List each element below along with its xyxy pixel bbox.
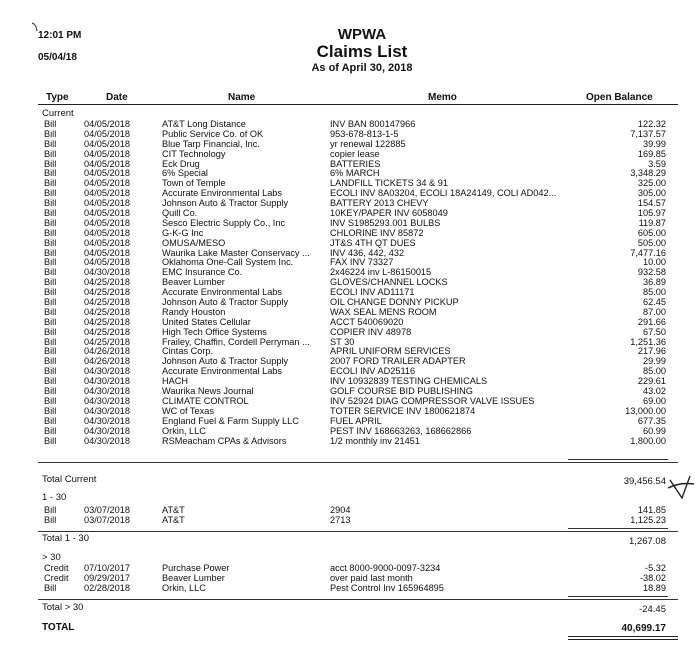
total-over-30-label: Total > 30 (42, 602, 84, 613)
table-row (0, 367, 700, 377)
cell-open-balance: 1,800.00 (630, 436, 666, 446)
cell-date: 07/10/2017 (84, 564, 130, 573)
cell-memo: APRIL UNIFORM SERVICES (330, 347, 451, 357)
cell-date: 04/25/2018 (84, 298, 130, 308)
cell-type: Bill (44, 298, 57, 308)
cell-type: Bill (44, 199, 57, 209)
section-rule (38, 531, 678, 532)
table-row (0, 417, 700, 427)
cell-memo: LANDFILL TICKETS 34 & 91 (330, 179, 448, 189)
cell-open-balance: 67.50 (643, 327, 666, 337)
cell-memo: ECOLI INV 8A03204, ECOLI 18A24149, COLI AD042... (330, 189, 557, 199)
cell-date: 03/07/2018 (84, 515, 130, 525)
current-subtotal-rule (568, 459, 668, 460)
table-row (0, 357, 700, 367)
cell-open-balance: 217.96 (637, 347, 666, 357)
cell-name: Johnson Auto & Tractor Supply (162, 199, 289, 209)
table-row (0, 437, 700, 447)
current-rows (0, 120, 700, 446)
cell-type: Bill (44, 288, 57, 298)
cell-name: Beaver Lumber (162, 573, 225, 583)
cell-name: United States Cellular (162, 317, 251, 327)
cell-date: 04/25/2018 (84, 337, 130, 347)
1-30-rows (0, 506, 700, 526)
table-row (0, 140, 700, 150)
cell-open-balance: 932.58 (637, 268, 666, 278)
cell-name: Johnson Auto & Tractor Supply (162, 298, 289, 308)
cell-name: Accurate Environmental Labs (162, 189, 283, 199)
cell-memo: 2007 FORD TRAILER ADAPTER (330, 357, 466, 367)
cell-name: Accurate Environmental Labs (162, 367, 283, 377)
cell-name: Beaver Lumber (162, 278, 225, 288)
cell-memo: 6% MARCH (330, 169, 380, 179)
cell-date: 04/05/2018 (84, 209, 130, 219)
cell-type: Bill (44, 396, 57, 406)
cell-name: HACH (162, 377, 189, 387)
grand-total-value: 40,699.17 (621, 623, 666, 634)
table-row (0, 120, 700, 130)
cell-type: Bill (44, 209, 57, 219)
report-as-of: As of April 30, 2018 (311, 62, 413, 74)
cell-date: 04/05/2018 (84, 228, 130, 238)
cell-date: 04/30/2018 (84, 268, 130, 278)
cell-date: 04/05/2018 (84, 199, 130, 209)
cell-date: 04/05/2018 (84, 179, 130, 189)
cell-memo: OIL CHANGE DONNY PICKUP (330, 298, 459, 308)
cell-type: Bill (44, 357, 57, 367)
cell-name: WC of Texas (162, 406, 214, 416)
table-row (0, 249, 700, 259)
cell-type: Bill (44, 149, 57, 159)
table-row (0, 397, 700, 407)
cell-open-balance: -38.02 (639, 573, 666, 583)
table-row (0, 130, 700, 140)
report-title: Claims List (316, 42, 408, 61)
table-row (0, 427, 700, 437)
cell-date: 04/05/2018 (84, 169, 130, 179)
cell-date: 04/25/2018 (84, 288, 130, 298)
cell-type: Bill (44, 278, 57, 288)
cell-memo: ACCT 540069020 (330, 317, 404, 327)
cell-name: Oklahoma One-Call System Inc. (162, 258, 294, 268)
cell-memo: INV 436, 442, 432 (330, 248, 405, 258)
cell-type: Bill (44, 258, 57, 268)
cell-date: 04/25/2018 (84, 327, 130, 337)
cell-date: 04/25/2018 (84, 307, 130, 317)
cell-type: Bill (44, 327, 57, 337)
cell-memo: COPIER INV 48978 (330, 327, 412, 337)
cell-type: Bill (44, 583, 57, 593)
cell-open-balance: 105.97 (637, 209, 666, 219)
cell-date: 09/29/2017 (84, 573, 130, 583)
cell-open-balance: 305.00 (637, 189, 666, 199)
table-row (0, 150, 700, 160)
cell-open-balance: 154.57 (637, 199, 666, 209)
cell-date: 04/26/2018 (84, 347, 130, 357)
cell-name: England Fuel & Farm Supply LLC (162, 416, 299, 426)
cell-type: Bill (44, 416, 57, 426)
cell-memo: GOLF COURSE BID PUBLISHING (330, 387, 473, 397)
print-date: 05/04/18 (38, 52, 77, 63)
table-row (0, 564, 700, 574)
cell-date: 04/30/2018 (84, 426, 130, 436)
cell-type: Bill (44, 218, 57, 228)
cell-name: 6% Special (162, 169, 208, 179)
column-header-open-balance: Open Balance (586, 92, 653, 103)
cell-memo: WAX SEAL MENS ROOM (330, 307, 437, 317)
cell-open-balance: 7,477.16 (630, 248, 666, 258)
cell-date: 04/05/2018 (84, 189, 130, 199)
column-header-name: Name (228, 92, 256, 103)
cell-name: AT&T (162, 515, 185, 525)
cell-type: Bill (44, 436, 57, 446)
cell-memo: 10KEY/PAPER INV 6058049 (330, 209, 448, 219)
grand-total-double-rule-top (568, 636, 678, 637)
table-row (0, 219, 700, 229)
cell-memo: copier lease (330, 149, 380, 159)
cell-memo: PEST INV 168663263, 168662866 (330, 426, 472, 436)
cell-date: 02/28/2018 (84, 583, 130, 593)
cell-date: 04/30/2018 (84, 416, 130, 426)
cell-name: Orkin, LLC (162, 426, 206, 436)
cell-open-balance: 291.66 (637, 317, 666, 327)
cell-name: Accurate Environmental Labs (162, 288, 283, 298)
cell-name: Waurika News Journal (162, 387, 254, 397)
cell-memo: 953-678-813-1-5 (330, 129, 399, 139)
cell-type: Bill (44, 426, 57, 436)
cell-type: Bill (44, 228, 57, 238)
cell-type: Credit (44, 573, 69, 583)
table-row (0, 209, 700, 219)
cell-type: Bill (44, 189, 57, 199)
over-30-subtotal-rule (568, 596, 668, 597)
cell-open-balance: 85.00 (643, 367, 666, 377)
section-rule (38, 599, 678, 600)
cell-memo: 2713 (330, 515, 351, 525)
cell-name: AT&T (162, 506, 185, 515)
total-current-value: 39,456.54 (623, 476, 666, 487)
column-header-date: Date (106, 92, 128, 103)
table-row (0, 268, 700, 278)
cell-open-balance: 62.45 (643, 298, 666, 308)
header-rule (38, 104, 678, 105)
organization-name: WPWA (337, 26, 387, 43)
cell-name: Waurika Lake Master Conservacy ... (162, 248, 310, 258)
cell-name: Frailey, Chaffin, Cordell Perryman ... (162, 337, 310, 347)
cell-date: 04/30/2018 (84, 367, 130, 377)
table-row (0, 377, 700, 387)
cell-open-balance: 43.02 (643, 387, 666, 397)
table-row (0, 288, 700, 298)
cell-name: Purchase Power (162, 564, 230, 573)
cell-type: Bill (44, 406, 57, 416)
cell-date: 04/05/2018 (84, 149, 130, 159)
column-header-type: Type (46, 92, 69, 103)
cell-memo: BATTERY 2013 CHEVY (330, 199, 429, 209)
total-1-30-label: Total 1 - 30 (42, 533, 89, 544)
cell-open-balance: 39.99 (643, 139, 666, 149)
cell-date: 03/07/2018 (84, 506, 130, 515)
table-row (0, 239, 700, 249)
table-row (0, 516, 700, 526)
cell-type: Bill (44, 248, 57, 258)
cell-date: 04/25/2018 (84, 317, 130, 327)
cell-type: Bill (44, 307, 57, 317)
cell-name: CLIMATE CONTROL (162, 396, 249, 406)
table-row (0, 229, 700, 239)
cell-memo: ST 30 (330, 337, 355, 347)
cell-name: Johnson Auto & Tractor Supply (162, 357, 289, 367)
cell-memo: INV 10932839 TESTING CHEMICALS (330, 377, 488, 387)
cell-name: Sesco Electric Supply Co., Inc (162, 218, 286, 228)
cell-type: Bill (44, 120, 57, 129)
cell-type: Bill (44, 337, 57, 347)
section-label-1-30: 1 - 30 (42, 492, 67, 503)
cell-open-balance: 169.85 (637, 149, 666, 159)
cell-name: RSMeacham CPAs & Advisors (162, 436, 287, 446)
table-row (0, 407, 700, 417)
cell-type: Bill (44, 238, 57, 248)
cell-type: Bill (44, 159, 57, 169)
table-row (0, 179, 700, 189)
cell-open-balance: 505.00 (637, 238, 666, 248)
cell-name: OMUSA/MESO (162, 238, 226, 248)
cell-open-balance: 605.00 (637, 228, 666, 238)
cell-open-balance: 677.35 (637, 416, 666, 426)
cell-type: Bill (44, 268, 57, 278)
table-row (0, 258, 700, 268)
cell-date: 04/05/2018 (84, 129, 130, 139)
cell-memo: GLOVES/CHANNEL LOCKS (330, 278, 448, 288)
cell-type: Bill (44, 506, 57, 515)
cell-memo: ECOLI INV AD11171 (330, 288, 415, 298)
cell-type: Bill (44, 169, 57, 179)
cell-open-balance: 60.99 (643, 426, 666, 436)
cell-open-balance: 3,348.29 (630, 169, 666, 179)
cell-date: 04/05/2018 (84, 218, 130, 228)
grand-total-label: TOTAL (42, 622, 75, 633)
cell-name: AT&T Long Distance (162, 120, 246, 129)
total-1-30-value: 1,267.08 (629, 536, 666, 547)
section-label-current: Current (42, 108, 74, 119)
cell-type: Bill (44, 387, 57, 397)
column-header-memo: Memo (428, 92, 457, 103)
table-row (0, 338, 700, 348)
over-30-rows (0, 564, 700, 594)
cell-date: 04/30/2018 (84, 387, 130, 397)
cell-memo: yr renewal 122885 (330, 139, 406, 149)
handwritten-check-icon (666, 470, 696, 500)
cell-date: 04/05/2018 (84, 120, 130, 129)
table-row (0, 160, 700, 170)
cell-date: 04/30/2018 (84, 396, 130, 406)
cell-open-balance: 36.89 (643, 278, 666, 288)
cell-date: 04/05/2018 (84, 258, 130, 268)
cell-memo: BATTERIES (330, 159, 381, 169)
table-row (0, 347, 700, 357)
cell-name: Eck Drug (162, 159, 200, 169)
cell-type: Bill (44, 139, 57, 149)
print-time: 12:01 PM (38, 30, 82, 41)
cell-memo: INV 52924 DIAG COMPRESSOR VALVE ISSUES (330, 396, 535, 406)
section-label-over-30: > 30 (42, 552, 61, 563)
cell-open-balance: 85.00 (643, 288, 666, 298)
cell-name: G-K-G Inc (162, 228, 204, 238)
table-row (0, 199, 700, 209)
cell-date: 04/26/2018 (84, 357, 130, 367)
cell-date: 04/05/2018 (84, 238, 130, 248)
cell-open-balance: 29.99 (643, 357, 666, 367)
table-row (0, 308, 700, 318)
cell-open-balance: 7,137.57 (630, 129, 666, 139)
cell-memo: 2904 (330, 506, 351, 515)
grand-total-double-rule-bottom (568, 639, 678, 640)
cell-open-balance: 87.00 (643, 307, 666, 317)
cell-open-balance: 3.59 (648, 159, 666, 169)
cell-memo: ECOLI INV AD25116 (330, 367, 416, 377)
total-current-label: Total Current (42, 474, 97, 485)
cell-type: Bill (44, 179, 57, 189)
cell-type: Credit (44, 564, 69, 573)
cell-memo: TOTER SERVICE INV 1800621874 (330, 406, 476, 416)
cell-date: 04/30/2018 (84, 406, 130, 416)
cell-open-balance: 141.85 (637, 506, 666, 515)
table-row (0, 574, 700, 584)
cell-date: 04/25/2018 (84, 278, 130, 288)
table-row (0, 584, 700, 594)
cell-name: Orkin, LLC (162, 583, 206, 593)
cell-type: Bill (44, 377, 57, 387)
table-row (0, 328, 700, 338)
cell-memo: Pest Control Inv 165964895 (330, 583, 444, 593)
cell-name: Randy Houston (162, 307, 226, 317)
cell-name: CIT Technology (162, 149, 226, 159)
table-row (0, 318, 700, 328)
table-row (0, 387, 700, 397)
cell-memo: CHLORINE INV 85872 (330, 228, 424, 238)
table-row (0, 278, 700, 288)
cell-date: 04/30/2018 (84, 436, 130, 446)
cell-memo: JT&S 4TH QT DUES (330, 238, 416, 248)
cell-open-balance: 1,251.36 (630, 337, 666, 347)
cell-open-balance: 10.00 (643, 258, 666, 268)
cell-open-balance: -5.32 (645, 564, 666, 573)
cell-date: 04/05/2018 (84, 159, 130, 169)
cell-memo: 2x46224 inv L-86150015 (330, 268, 432, 278)
table-row (0, 506, 700, 516)
cell-memo: FAX INV 73327 (330, 258, 394, 268)
cell-name: Quill Co. (162, 209, 198, 219)
cell-name: High Tech Office Systems (162, 327, 267, 337)
cell-open-balance: 122.32 (637, 120, 666, 129)
cell-memo: INV BAN 800147966 (330, 120, 416, 129)
cell-date: 04/05/2018 (84, 248, 130, 258)
cell-open-balance: 325.00 (637, 179, 666, 189)
table-row (0, 298, 700, 308)
cell-type: Bill (44, 515, 57, 525)
cell-name: EMC Insurance Co. (162, 268, 243, 278)
cell-name: Public Service Co. of OK (162, 129, 264, 139)
1-30-subtotal-rule (568, 528, 668, 529)
cell-name: Blue Tarp Financial, Inc. (162, 139, 260, 149)
cell-memo: 1/2 monthly inv 21451 (330, 436, 420, 446)
cell-open-balance: 119.87 (638, 218, 666, 228)
cell-memo: FUEL APRIL (330, 416, 382, 426)
cell-name: Cintas Corp. (162, 347, 214, 357)
cell-memo: INV S1985293.001 BULBS (330, 218, 441, 228)
cell-name: Town of Temple (162, 179, 226, 189)
cell-date: 04/30/2018 (84, 377, 130, 387)
cell-type: Bill (44, 317, 57, 327)
section-rule (38, 462, 678, 463)
cell-open-balance: 69.00 (643, 396, 666, 406)
table-row (0, 189, 700, 199)
total-over-30-value: -24.45 (639, 604, 666, 615)
table-row (0, 169, 700, 179)
cell-type: Bill (44, 347, 57, 357)
cell-type: Bill (44, 367, 57, 377)
cell-open-balance: 229.61 (637, 377, 666, 387)
cell-memo: over paid last month (330, 573, 413, 583)
cell-type: Bill (44, 129, 57, 139)
cell-memo: acct 8000-9000-0097-3234 (330, 564, 441, 573)
cell-open-balance: 1,125.23 (630, 515, 666, 525)
cell-open-balance: 13,000.00 (625, 406, 666, 416)
cell-open-balance: 18.89 (643, 583, 666, 593)
cell-date: 04/05/2018 (84, 139, 130, 149)
